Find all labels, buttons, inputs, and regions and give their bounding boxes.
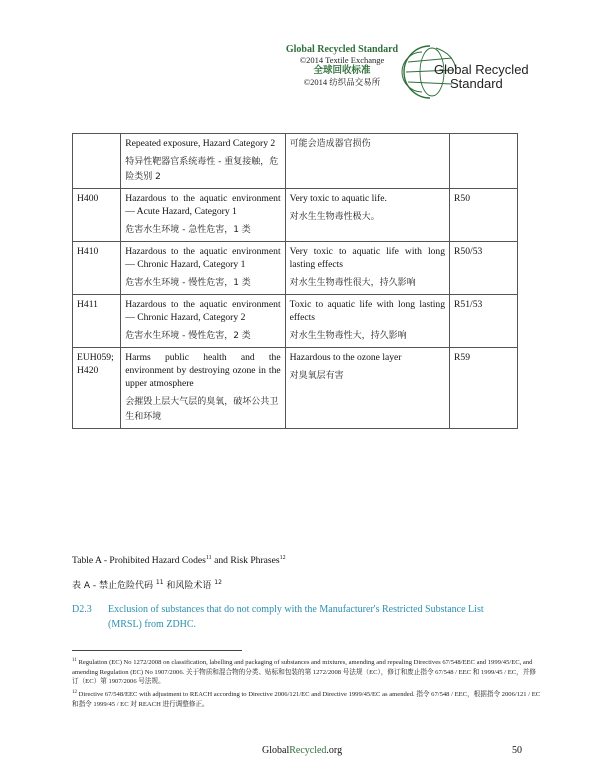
logo-text-1: Global Recycled [434, 62, 529, 77]
caption-cn-b: 和风险术语 [166, 581, 212, 591]
hazard-phrase [285, 134, 449, 189]
footer-site-c: .org [326, 745, 343, 756]
risk-phrase: R51/53 [450, 295, 518, 348]
footnote-divider [72, 650, 242, 651]
footnote-number: 11 [72, 658, 77, 663]
footnote-text: Directive 67/548/EEC with adjustment to REACH according to Directive 2006/121/EC and Directive 1999/45/EC as amended. 指令 67/548 / EEC，根据指令 2006/121 / EC 和指令 1999/45 / EC 对 REACH 进行调整修正。 [72, 691, 541, 708]
footnote-text: Regulation (EC) No 1272/2008 on classification, labelling and packaging of substances and mixtures, amending and repealing Directives 67/548/EEC and 1999/45/EC, and amending Regulation (EC) No 1907/2006. 关于物质和混合物的分类、贴标和包装的第 1272/2008 号法规（EC），修订和废止指令 67/548 / EEC 和 1999/45 / EC，并修订（EC）第 1907/2006 号法规。 [72, 659, 536, 686]
phrase-en: Hazardous to the ozone layer [289, 352, 402, 363]
hazard-table [72, 133, 518, 429]
description-cn: 危害水生环境 - 急性危害，1 类 [125, 225, 251, 235]
description-cn: 特异性靶器官系统毒性 - 重复接触，危险类别 2 [125, 157, 279, 182]
caption-en-b: and Risk Phrases [211, 555, 280, 567]
footnote-number: 12 [72, 690, 77, 695]
description-cn: 会摧毁上层大气层的臭氧，破坏公共卫生和环境 [125, 397, 279, 422]
phrase-cn: 对臭氧层有害 [289, 371, 344, 381]
description-cn: 危害水生环境 - 慢性危害，2 类 [125, 331, 251, 341]
phrase-cn: 对水生生物毒性大，持久影响 [289, 331, 407, 341]
hazard-description [121, 189, 285, 242]
table-row [73, 134, 518, 189]
description-cn: 危害水生环境 - 慢性危害，1 类 [125, 278, 251, 288]
footnote-ref[interactable]: 12 [279, 555, 286, 561]
caption-en-a: Table A - Prohibited Hazard Codes [72, 555, 206, 567]
footnote-ref[interactable]: 11 [205, 555, 212, 561]
footnote-ref[interactable]: 11 [155, 579, 164, 586]
header-title-en: Global Recycled Standard [285, 44, 399, 55]
footer-site[interactable] [262, 745, 342, 756]
table-row [73, 295, 518, 348]
table-row [73, 242, 518, 295]
logo-text-2: Standard [450, 76, 503, 91]
description-en: Harms public health and the environment by destroying ozone in the upper atmosphere [125, 352, 281, 389]
grs-logo [400, 40, 550, 104]
table-row [73, 348, 518, 429]
header-copyright-cn: ©2014 纺织品交易所 [303, 77, 381, 87]
risk-phrase: R50/53 [450, 242, 518, 295]
risk-phrase: R59 [450, 348, 518, 429]
phrase-en: Toxic to aquatic life with long lasting effects [289, 299, 446, 323]
footnote [72, 688, 542, 709]
table-caption-en [72, 555, 286, 566]
phrase-en: Very toxic to aquatic life with long lasting effects [289, 246, 446, 270]
description-en: Hazardous to the aquatic environment — Chronic Hazard, Category 1 [125, 246, 281, 270]
hazard-phrase [285, 295, 449, 348]
hazard-description [121, 242, 285, 295]
page-number: 50 [512, 745, 522, 756]
table-caption-cn [72, 578, 222, 591]
description-en: Hazardous to the aquatic environment — Chronic Hazard, Category 2 [125, 299, 281, 323]
phrase-cn: 对水生生物毒性极大。 [289, 212, 380, 222]
phrase-en: Very toxic to aquatic life. [289, 193, 387, 204]
footer-site-a: Global [262, 745, 290, 756]
header-copyright-en: ©2014 Textile Exchange [299, 55, 385, 65]
hazard-code: EUH059; H420 [73, 348, 121, 429]
footnote-ref[interactable]: 12 [214, 579, 222, 586]
header-title-cn: 全球回收标准 [313, 66, 371, 76]
hazard-description [121, 134, 285, 189]
risk-phrase [450, 134, 518, 189]
page-header [262, 44, 422, 88]
hazard-phrase [285, 348, 449, 429]
hazard-code: H411 [73, 295, 121, 348]
hazard-code: H400 [73, 189, 121, 242]
footnote [72, 656, 542, 687]
hazard-phrase [285, 189, 449, 242]
hazard-code: H410 [73, 242, 121, 295]
section-heading-line2: (MRSL) from ZDHC. [108, 619, 197, 630]
footer-site-b: Recycled [289, 745, 327, 756]
description-en: Hazardous to the aquatic environment — Acute Hazard, Category 1 [125, 193, 281, 217]
risk-phrase: R50 [450, 189, 518, 242]
phrase-cn: 对水生生物毒性很大，持久影响 [289, 278, 416, 288]
section-number: D2.3 [72, 604, 92, 615]
hazard-code [73, 134, 121, 189]
section-heading-line1: Exclusion of substances that do not comply with the Manufacturer's Restricted Substance List [108, 604, 484, 615]
hazard-phrase [285, 242, 449, 295]
hazard-description [121, 295, 285, 348]
phrase-cn: 可能会造成器官损伤 [289, 139, 371, 149]
description-en: Repeated exposure, Hazard Category 2 [125, 138, 276, 149]
caption-cn-a: 表 A - 禁止危险代码 [72, 581, 153, 591]
table-row [73, 189, 518, 242]
section-d2-3 [72, 602, 542, 632]
hazard-description [121, 348, 285, 429]
